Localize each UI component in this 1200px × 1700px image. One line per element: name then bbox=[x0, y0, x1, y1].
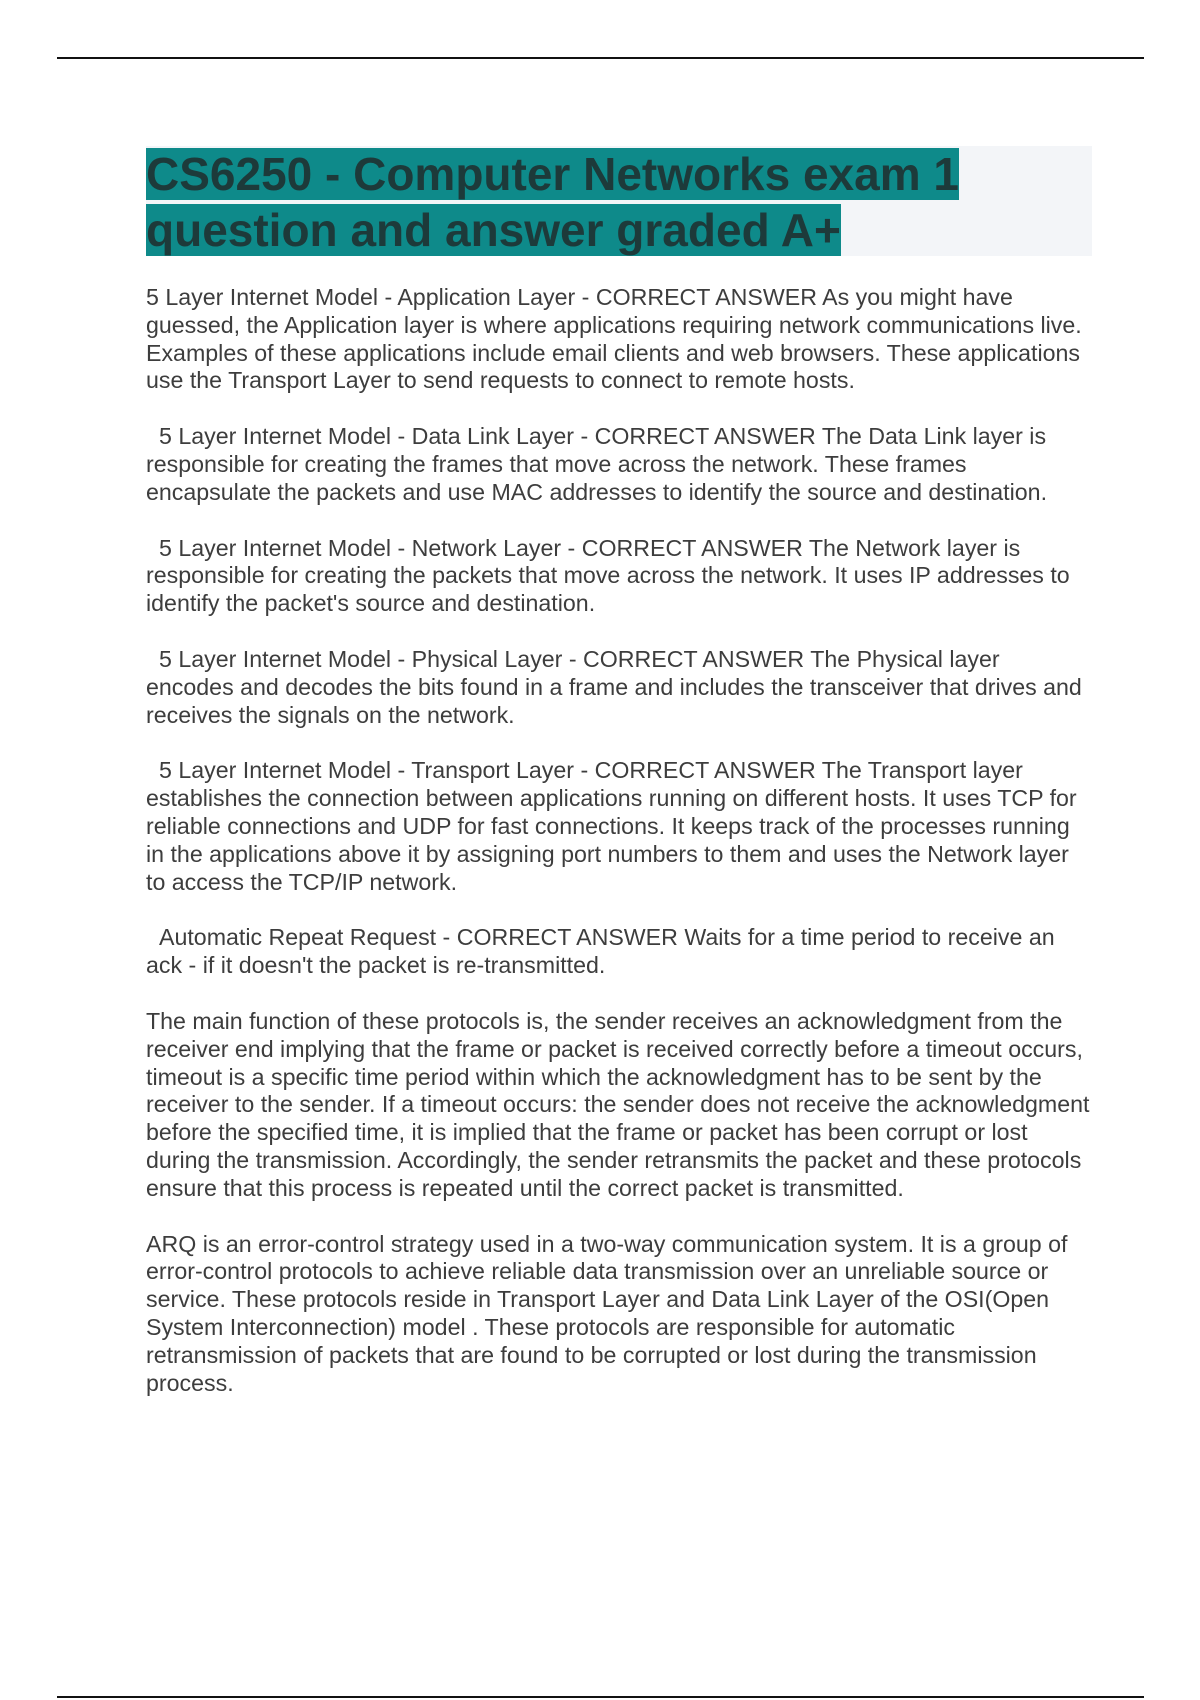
qa-network-layer: 5 Layer Internet Model - Network Layer - CORRECT ANSWER The Network layer is responsible for creating the packets that move across the network. It uses IP addresses to identify the packet's source and destination. bbox=[146, 534, 1070, 617]
title-block bbox=[146, 146, 1092, 256]
qa-application-layer: 5 Layer Internet Model - Application Layer - CORRECT ANSWER As you might have guessed, the Application layer is where applications requiring network communications live. Examples of these applications include email clients and web browsers. These applications use the Transport Layer to send requests to connect to remote hosts. bbox=[146, 284, 1082, 394]
arq-definition-paragraph: ARQ is an error-control strategy used in a two-way communication system. It is a group of error-control protocols to achieve reliable data transmission over an unreliable source or service. These protocols reside in Transport Layer and Data Link Layer of the OSI(Open System Interconnection) model . These protocols are responsible for automatic retransmission of packets that are found to be corrupted or lost during the transmission process. bbox=[146, 1230, 1068, 1396]
qa-automatic-repeat-request: Automatic Repeat Request - CORRECT ANSWER Waits for a time period to receive an ack - if it doesn't the packet is re-transmitted. bbox=[146, 924, 1055, 979]
bottom-divider bbox=[57, 1696, 1144, 1698]
qa-data-link-layer: 5 Layer Internet Model - Data Link Layer - CORRECT ANSWER The Data Link layer is responsible for creating the frames that move across the network. These frames encapsulate the packets and use MAC addresses to identify the source and destination. bbox=[146, 423, 1048, 505]
arq-main-function-paragraph: The main function of these protocols is, the sender receives an acknowledgment from the receiver end implying that the frame or packet is received correctly before a timeout occurs, timeout is a specific time period within which the acknowledgment has to be sent by the receiver to the sender. If a timeout occurs: the sender does not receive the acknowledgment before the specified time, it is implied that the frame or packet has been corrupt or lost during the transmission. Accordingly, the sender retransmits the packet and these protocols ensure that this process is repeated until the correct packet is transmitted. bbox=[146, 1007, 1090, 1201]
qa-transport-layer: 5 Layer Internet Model - Transport Layer - CORRECT ANSWER The Transport layer establishes the connection between applications running on different hosts. It uses TCP for reliable connections and UDP for fast connections. It keeps track of the processes running in the applications above it by assigning port numbers to them and uses the Network layer to access the TCP/IP network. bbox=[146, 757, 1077, 895]
document-body bbox=[146, 284, 1091, 1425]
qa-physical-layer: 5 Layer Internet Model - Physical Layer - CORRECT ANSWER The Physical layer encodes and decodes the bits found in a frame and includes the transceiver that drives and receives the signals on the network. bbox=[146, 645, 1082, 728]
top-divider bbox=[57, 57, 1144, 59]
document-title-text: CS6250 - Computer Networks exam 1 question and answer graded A+ bbox=[146, 148, 959, 256]
document-title bbox=[146, 146, 1006, 258]
